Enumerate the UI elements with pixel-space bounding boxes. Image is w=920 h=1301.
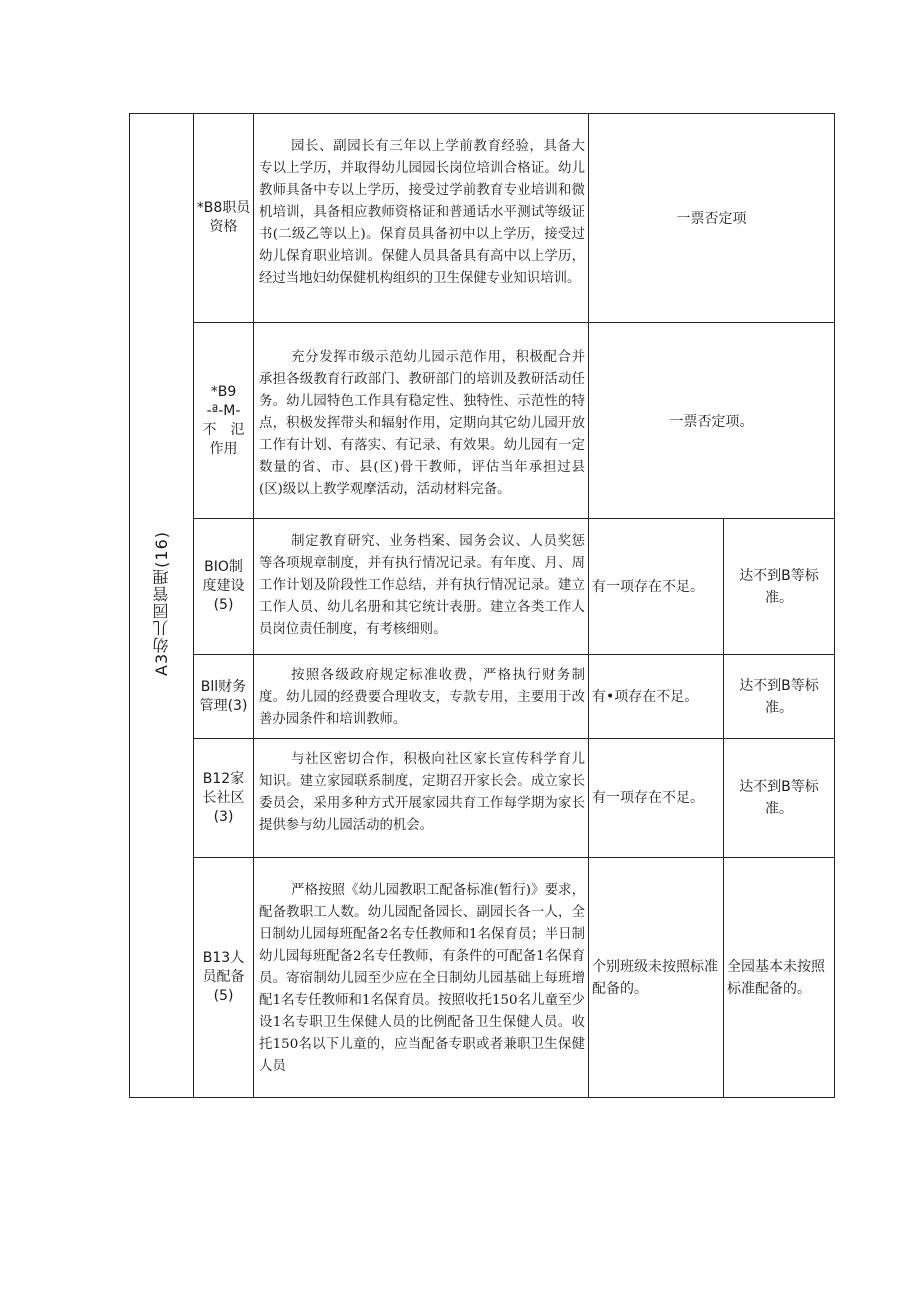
standard-cell: [254, 655, 589, 739]
item-label-line: B12家: [202, 770, 245, 787]
fail-condition-text: 全园基本未按照标准配备的。: [727, 958, 825, 997]
standard-text: 与社区密切合作，积极向社区家长宣传科学育儿知识。建立家园联系制度，定期召开家长会。成立家长委员会，采用多种方式开展家园共育工作每学期为家长提供参与幼儿园活动的机会。: [259, 752, 585, 833]
fail-condition-cell: [724, 858, 835, 1098]
category-label: A3幼儿园管理(16): [152, 531, 171, 676]
item-label-line: 不 氾: [202, 421, 245, 438]
fail-condition-cell: [724, 655, 835, 739]
partial-condition-text: 有一项存在不足。: [592, 790, 704, 806]
veto-text: 一票否定项。: [669, 413, 754, 430]
table-row: [130, 858, 835, 1098]
evaluation-table: [129, 113, 835, 1098]
standard-cell: [254, 519, 589, 655]
table-row: [130, 114, 835, 323]
item-label-line: B13人: [202, 950, 245, 966]
item-label-line: 长社区: [202, 789, 245, 806]
item-cell: [194, 655, 254, 739]
fail-condition-cell: [724, 519, 835, 655]
partial-condition-text: 个别班级未按照标准配备的。: [592, 958, 718, 997]
table-row: [130, 323, 835, 519]
veto-cell: [589, 114, 835, 323]
fail-condition-text: 达不到B等标准。: [739, 677, 819, 716]
item-cell: [194, 739, 254, 858]
item-label-line: (3): [213, 808, 234, 825]
partial-condition-text: 有•项存在不足。: [592, 688, 699, 705]
item-label-line: BIO制: [204, 559, 243, 575]
item-label-line: 资格: [209, 219, 238, 235]
item-cell: [194, 519, 254, 655]
item-label-line: 作用: [209, 440, 238, 457]
veto-cell: [589, 323, 835, 519]
partial-condition-cell: [589, 519, 724, 655]
standard-cell: [254, 323, 589, 519]
item-label-line: 管理(3): [199, 697, 248, 714]
item-label-line: *B9: [210, 383, 237, 400]
table-row: [130, 519, 835, 655]
standard-text: 严格按照《幼儿园教职工配备标准(暂行)》要求，配备教职工人数。幼儿园配备园长、副园长各一人，全日制幼儿园每班配备2名专任教师和1名保育员；半日制幼儿园每班配备2名专任教师，有条件的可配备1名保育员。寄宿制幼儿园至少应在全日制幼儿园基础上每班增配1名专任教师和1名保育员。按照收托150名儿童至少设1名专职卫生保健人员的比例配备卫生保健人员。收托150名以下儿童的，应当配备专职或者兼职卫生保健人员: [259, 883, 585, 1074]
standard-text: 按照各级政府规定标准收费，严格执行财务制度。幼儿园的经费要合理收支，专款专用，主要用于改善办园条件和培训教师。: [259, 668, 585, 727]
standard-cell: [254, 114, 589, 323]
item-label-line: (5): [213, 988, 234, 1004]
category-cell: [130, 114, 194, 1098]
item-label-line: -ª-M-: [206, 402, 241, 419]
item-cell: [194, 323, 254, 519]
standard-text: 充分发挥市级示范幼儿园示范作用，积极配合并承担各级教育行政部门、教研部门的培训及教研活动任务。幼儿园特色工作具有稳定性、独特性、示范性的特点，积极发挥带头和辐射作用，定期向其它幼儿园开放工作有计划、有落实、有记录、有效果。幼儿园有一定数量的省、市、县(区)骨干教师，评估当年承担过县(区)级以上教学观摩活动，活动材料完备。: [259, 350, 585, 497]
table-row: [130, 655, 835, 739]
item-label-line: Bll财务: [200, 678, 247, 695]
item-label-line: *B8职员: [196, 200, 251, 216]
partial-condition-cell: [589, 655, 724, 739]
standard-cell: [254, 739, 589, 858]
fail-condition-text: 达不到B等标准。: [739, 779, 819, 817]
item-label-line: (5): [213, 597, 234, 613]
fail-condition-text: 达不到B等标准。: [739, 567, 819, 606]
standard-cell: [254, 858, 589, 1098]
standard-text: 制定教育研究、业务档案、园务会议、人员奖惩等各项规章制度，并有执行情况记录。有年度、月、周工作计划及阶段性工作总结，并有执行情况记录。建立工作人员、幼儿名册和其它统计表册。建立各类工作人员岗位责任制度，有考核细则。: [259, 534, 585, 637]
item-label-line: 员配备: [202, 969, 245, 985]
partial-condition-cell: [589, 739, 724, 858]
item-label-line: 度建设: [202, 578, 245, 594]
table-row: [130, 739, 835, 858]
partial-condition-cell: [589, 858, 724, 1098]
item-cell: [194, 858, 254, 1098]
partial-condition-text: 有一项存在不足。: [592, 578, 704, 595]
veto-text: 一票否定项: [676, 211, 747, 227]
standard-text: 园长、副园长有三年以上学前教育经验，具备大专以上学历，并取得幼儿园园长岗位培训合格证。幼儿教师具备中专以上学历，接受过学前教育专业培训和微机培训，具备相应教师资格证和普通话水平测试等级证书(二级乙等以上)。保育员具备初中以上学历，接受过幼儿保育职业培训。保健人员具备具有高中以上学历，经过当地妇幼保健机构组织的卫生保健专业知识培训。: [259, 139, 585, 286]
item-cell: [194, 114, 254, 323]
fail-condition-cell: [724, 739, 835, 858]
